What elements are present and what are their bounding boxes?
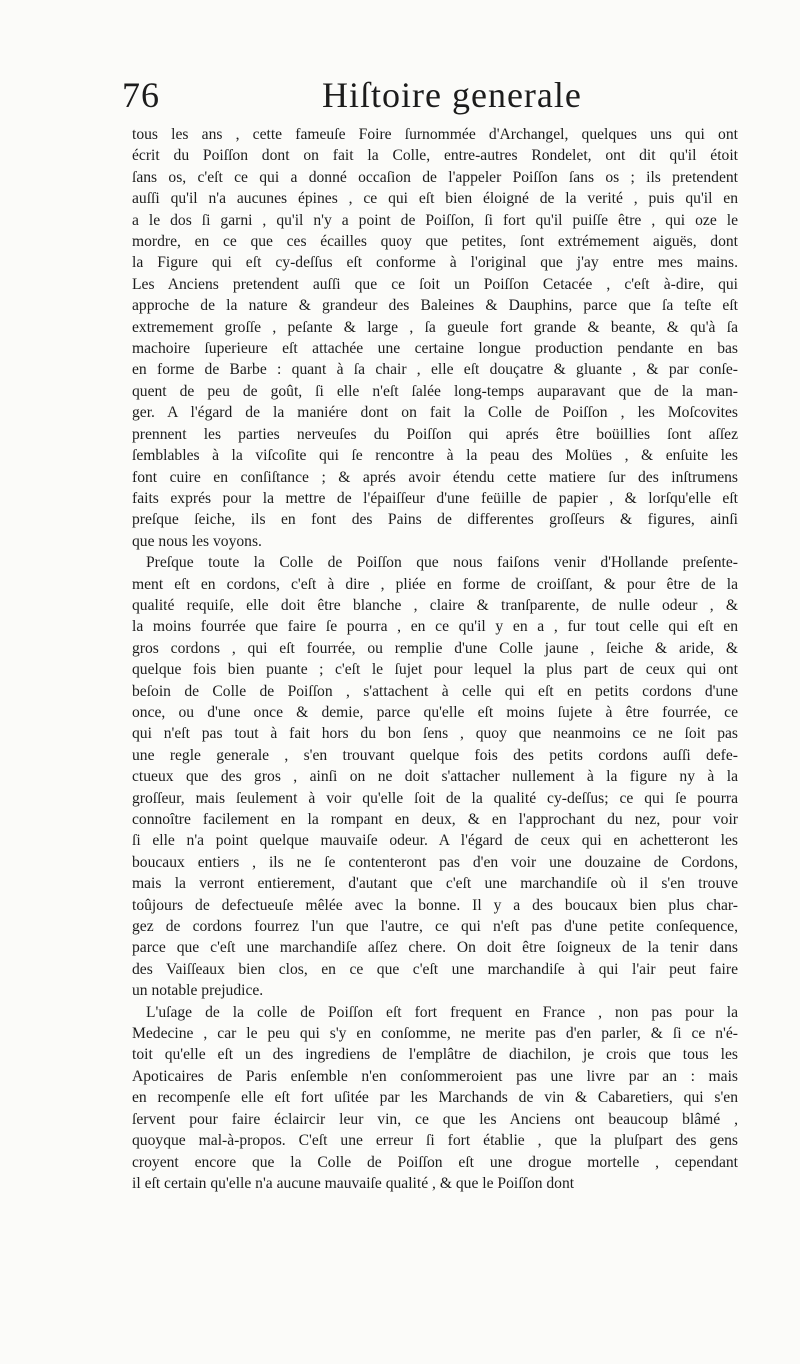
text-line: ſans os, c'eſt ce qui a donné occaſion de l'appeler Poiſſon ſans os ; ils pretendent (132, 168, 738, 186)
text-line: approche de la nature & grandeur des Baleines & Dauphins, parce que ſa teſte eſt (132, 297, 738, 315)
text-line: la moins fourrée que faire ſe pourra , en ce qu'il y en a , fur tout celle qui eſt en (132, 618, 738, 636)
text-line: auſſi qu'il n'a aucunes épines , ce qui eſt bien éloigné de la verité , puis qu'il en (132, 190, 738, 208)
text-line: once, ou d'une once & demie, parce qu'elle eſt moins ſujete à être fourrée, ce (132, 703, 738, 721)
text-line: mordre, en ce que ces écailles quoy que petites, ſont extrémement aiguës, dont (132, 233, 738, 251)
text-line: écrit du Poiſſon dont on fait la Colle, entre-autres Rondelet, ont dit qu'il étoit (132, 147, 738, 165)
text-line: faits exprés pour la mettre de l'épaiſſeur d'une feüille de papier , & lorſqu'elle eſt (132, 489, 738, 507)
text-line: ctueux que des gros , ainſi on ne doit s'attacher nullement à la figure ny à la (132, 768, 738, 786)
page-header (122, 72, 742, 118)
text-line: font cuire en conſiſtance ; & aprés avoir étendu cette matiere ſur des inſtrumens (132, 468, 738, 486)
text-line: mais la verront entierement, d'autant que c'eſt une marchandiſe où il s'en trouve (132, 875, 738, 893)
text-line: ment eſt en cordons, c'eſt à dire , pliée en forme de croiſſant, & pour être de la (132, 575, 738, 593)
text-line: que nous les voyons. (132, 532, 262, 550)
text-line: Les Anciens pretendent auſſi que ce ſoit un Poiſſon Cetacée , c'eſt à-dire, qui (132, 275, 738, 293)
text-line: extremement groſſe , peſante & large , ſa gueule fort grande & beante, & qu'à ſa (132, 318, 738, 336)
text-line: Apoticaires de Paris enſemble n'en conſommeroient pas une livre par an : mais (132, 1067, 738, 1085)
text-line: gez de cordons fourrez l'un que l'autre, ce qui n'eſt pas d'une petite conſequence, (132, 918, 738, 936)
text-line: quelque fois bien puante ; c'eſt le ſujet pour lequel la plus part de ceux qui ont (132, 661, 738, 679)
running-title: Hiſtoire generale (322, 75, 582, 115)
text-line: qualité requiſe, elle doit être blanche , claire & tranſparente, de nulle odeur , & (132, 596, 738, 614)
text-line: qui n'eſt pas tout à fait hors du bon ſens , quoy que neanmoins ce ne ſoit pas (132, 725, 738, 743)
text-line: tous les ans , cette fameuſe Foire ſurnommée d'Archangel, quelques uns qui ont (132, 126, 738, 143)
text-line: des Vaiſſeaux bien clos, en ce que c'eſt une marchandiſe à qui l'air peut faire (132, 960, 738, 978)
text-line: une regle generale , s'en trouvant quelque fois des petits cordons auſſi defe- (132, 746, 738, 764)
paragraph (132, 1002, 738, 1195)
text-line: quoyque mal-à-propos. C'eſt une erreur ſi fort établie , que la pluſpart des gens (132, 1132, 738, 1150)
page-number: 76 (122, 75, 160, 115)
text-line: boucaux entiers , ils ne ſe contenteront pas d'en voir une douzaine de Cordons, (132, 853, 738, 871)
text-line: toit qu'elle eſt un des ingrediens de l'emplâtre de diachilon, je crois que tous les (132, 1046, 738, 1064)
text-line: connoître facilement en la rompant en deux, & en l'approchant du nez, pour voir (132, 811, 738, 828)
text-line: gros cordons , qui eſt fourrée, ou remplie d'une Colle jaune , ſeiche & aride, & (132, 639, 738, 657)
text-line: Medecine , car le peu qui s'y en conſomme, ne merite pas d'en parler, & ſi ce n'é- (132, 1025, 738, 1043)
text-line: en forme de Barbe : quant à ſa chair , elle eſt douçatre & gluante , & par conſe- (132, 361, 738, 379)
text-line: toûjours de defectueuſe mêlée avec la bonne. Il y a des boucaux bien plus char- (132, 896, 738, 914)
text-line: a le dos ſi garni , qu'il n'y a point de Poiſſon, ſi fort qu'il puiſſe être , qui oze le (132, 211, 738, 229)
text-line: la Figure qui eſt cy-deſſus eſt conforme à l'original que j'ay entre mes mains. (132, 254, 738, 272)
paragraph (132, 552, 738, 1002)
text-line: beſoin de Colle de Poiſſon , s'attachent à celle qui eſt en petits cordons d'une (132, 682, 738, 700)
text-line: un notable prejudice. (132, 982, 264, 1000)
text-line: ſervent pour faire éclaircir leur vin, ce que les Anciens ont beaucoup blâmé , (132, 1110, 738, 1128)
text-line: prennent les parties nerveuſes du Poiſſon qui aprés être boüillies ſont aſſez (132, 425, 738, 443)
text-line: preſque ſeiche, ils en font des Pains de differentes groſſeurs & figures, ainſi (132, 511, 738, 529)
text-line: en recompenſe elle eſt fort uſitée par les Marchands de vin & Cabaretiers, qui s'en (132, 1089, 738, 1107)
text-line: Preſque toute la Colle de Poiſſon que nous faiſons venir d'Hollande preſente- (146, 554, 738, 572)
text-line: ſi elle n'a point quelque mauvaiſe odeur. A l'égard de ceux qui en achetteront les (132, 832, 738, 850)
text-line: croyent encore que la Colle de Poiſſon eſt une drogue mortelle , cependant (132, 1153, 738, 1171)
paragraph (132, 124, 738, 552)
text-line: quent de peu de goût, ſi elle n'eſt ſalée long-temps auparavant que de la man- (132, 382, 738, 400)
text-line: groſſeur, mais ſeulement à voir qu'elle ſoit de la qualité cy-deſſus; ce qui ſe pourra (132, 789, 738, 807)
text-line: L'uſage de la colle de Poiſſon eſt fort frequent en France , non pas pour la (146, 1003, 738, 1021)
body-text (132, 124, 738, 1194)
text-line: ger. A l'égard de la maniére dont on fait la Colle de Poiſſon , les Moſcovites (132, 404, 738, 422)
text-line: machoire ſuperieure eſt attachée une certaine longue production pendante en bas (132, 340, 738, 358)
text-line: parce que c'eſt une marchandiſe aſſez chere. On doit être ſoigneux de la tenir dans (132, 939, 738, 957)
text-line: il eſt certain qu'elle n'a aucune mauvaiſe qualité , & que le Poiſſon dont (132, 1174, 575, 1192)
text-line: ſemblables à la viſcoſite qui ſe rencontre à la peau des Molües , & enſuite les (132, 447, 738, 465)
